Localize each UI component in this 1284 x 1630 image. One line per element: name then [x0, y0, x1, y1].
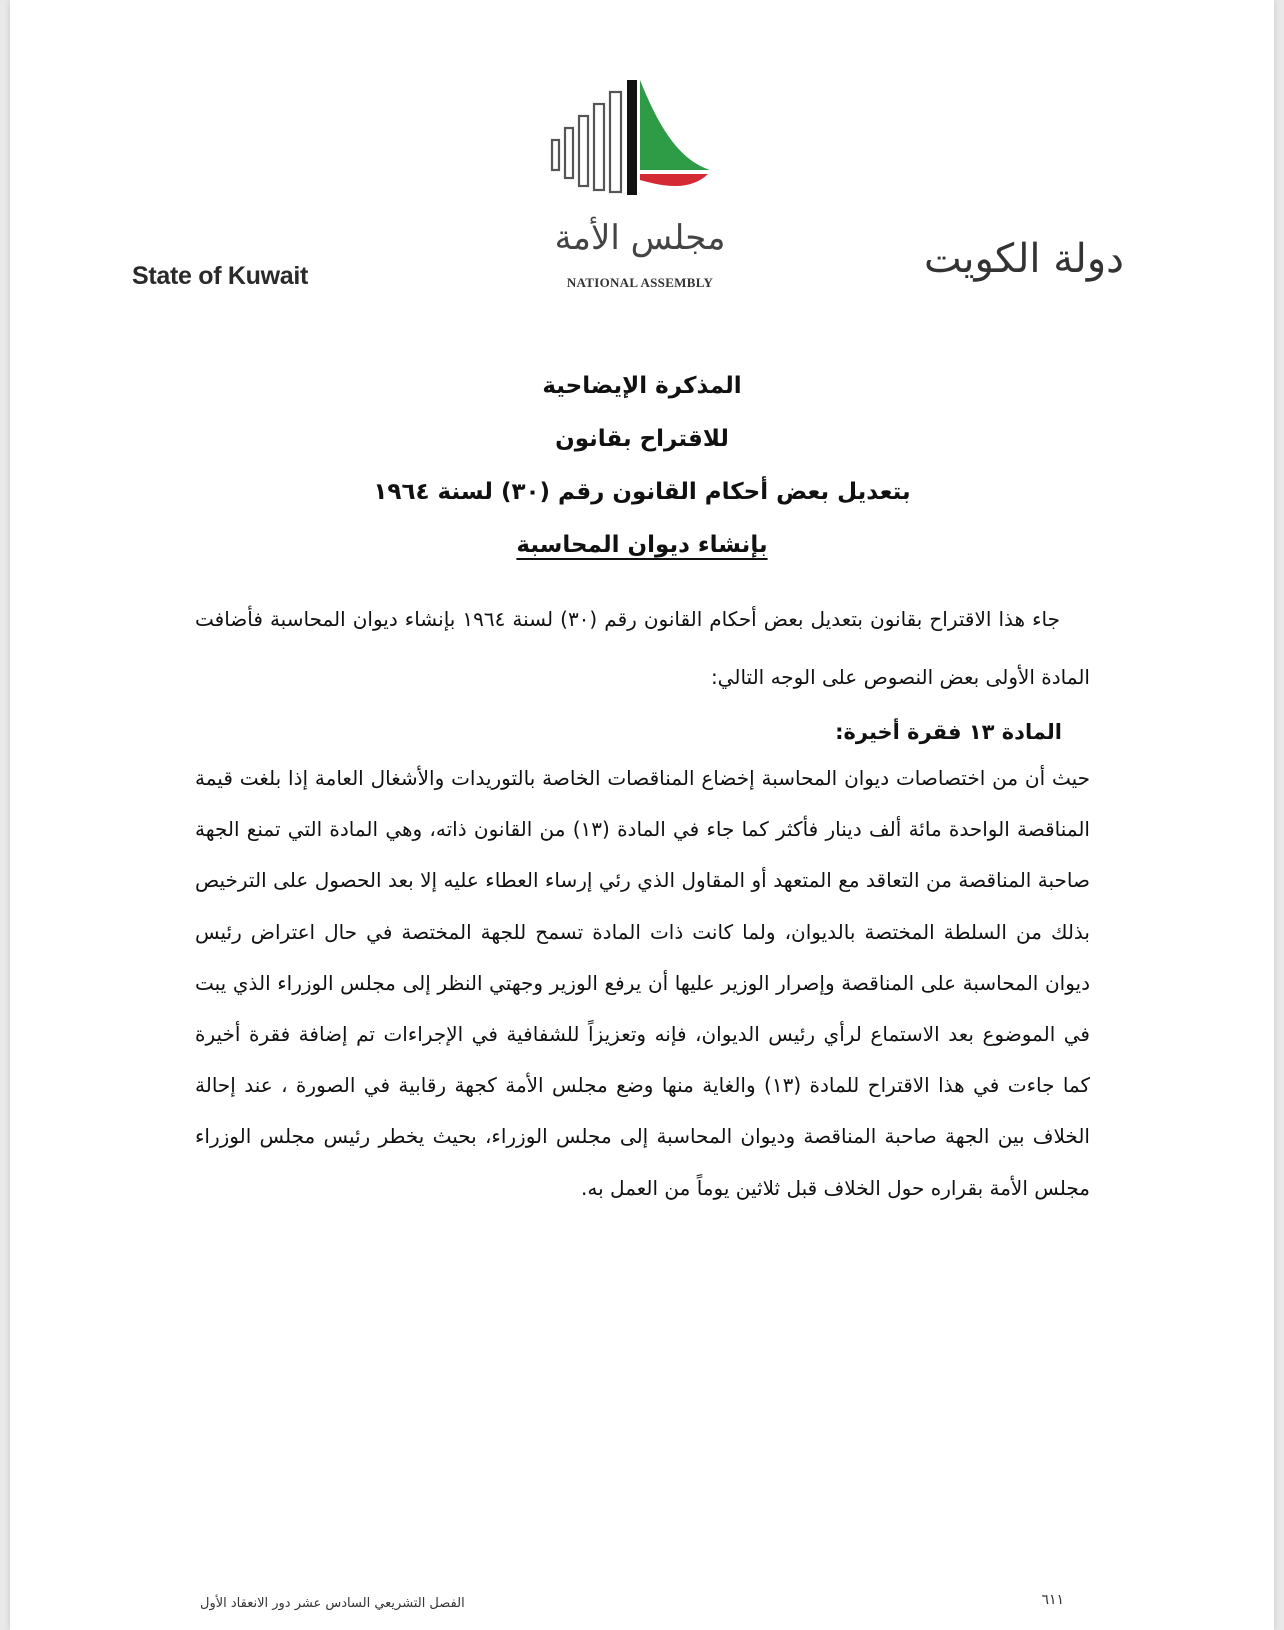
title-line: المذكرة الإيضاحية: [542, 373, 742, 399]
title-line: بإنشاء ديوان المحاسبة: [516, 532, 768, 558]
national-assembly-logo: [550, 70, 750, 220]
document-page: [10, 0, 1274, 1630]
document-title: [10, 360, 1274, 572]
page-number: ٦١١: [1041, 1592, 1064, 1608]
intro-text: جاء هذا الاقتراح بقانون بتعديل بعض أحكام القانون رقم (٣٠) لسنة ١٩٦٤ بإنشاء ديوان المحاسبة فأضافت المادة الأولى بعض النصوص على الوجه التالي:: [195, 607, 1090, 689]
title-line: للاقتراح بقانون: [555, 426, 729, 452]
footer-session: الفصل التشريعي السادس عشر دور الانعقاد الأول: [200, 1596, 465, 1611]
section-text: حيث أن من اختصاصات ديوان المحاسبة إخضاع المناقصات الخاصة بالتوريدات والأشغال العامة إذا بلغت قيمة المناقصة الواحدة مائة ألف دينار فأكثر كما جاء في المادة (١٣) من القانون ذاته، وهي المادة التي تمنع الجهة صاحبة المناقصة من التعاقد مع المتعهد أو المقاول الذي رئي إرساء العطاء عليه إلا بعد الحصول على الترخيص بذلك من السلطة المختصة بالديوان، ولما كانت ذات المادة تسمح للجهة المختصة في حال اعتراض رئيس ديوان المحاسبة على المناقصة وإصرار الوزير عليها أن يرفع الوزير وجهتي النظر إلى مجلس الوزراء الذي يبت في الموضوع بعد الاستماع لرأي رئيس الديوان، فإنه وتعزيزاً للشفافية في الإجراءات تم إضافة فقرة أخيرة كما جاءت في هذا الاقتراح للمادة (١٣) والغاية منها وضع مجلس الأمة كجهة رقابية في الصورة ، عند إحالة الخلاف بين الجهة صاحبة المناقصة وديوان المحاسبة إلى مجلس الوزراء، بحيث يخطر رئيس مجلس الوزراء مجلس الأمة بقراره حول الخلاف قبل ثلاثين يوماً من العمل به.: [195, 766, 1090, 1200]
logo-arabic-text: مجلس الأمة: [554, 218, 726, 258]
intro-paragraph: [195, 590, 1090, 706]
country-name-arabic: دولة الكويت: [924, 236, 1124, 282]
section-heading: المادة ١٣ فقرة أخيرة:: [835, 720, 1062, 744]
section-paragraph: [195, 753, 1090, 1214]
country-name-english: State of Kuwait: [132, 262, 309, 290]
title-line: بتعديل بعض أحكام القانون رقم (٣٠) لسنة ١٩٦٤: [373, 479, 911, 505]
logo-english-text: NATIONAL ASSEMBLY: [566, 275, 714, 290]
